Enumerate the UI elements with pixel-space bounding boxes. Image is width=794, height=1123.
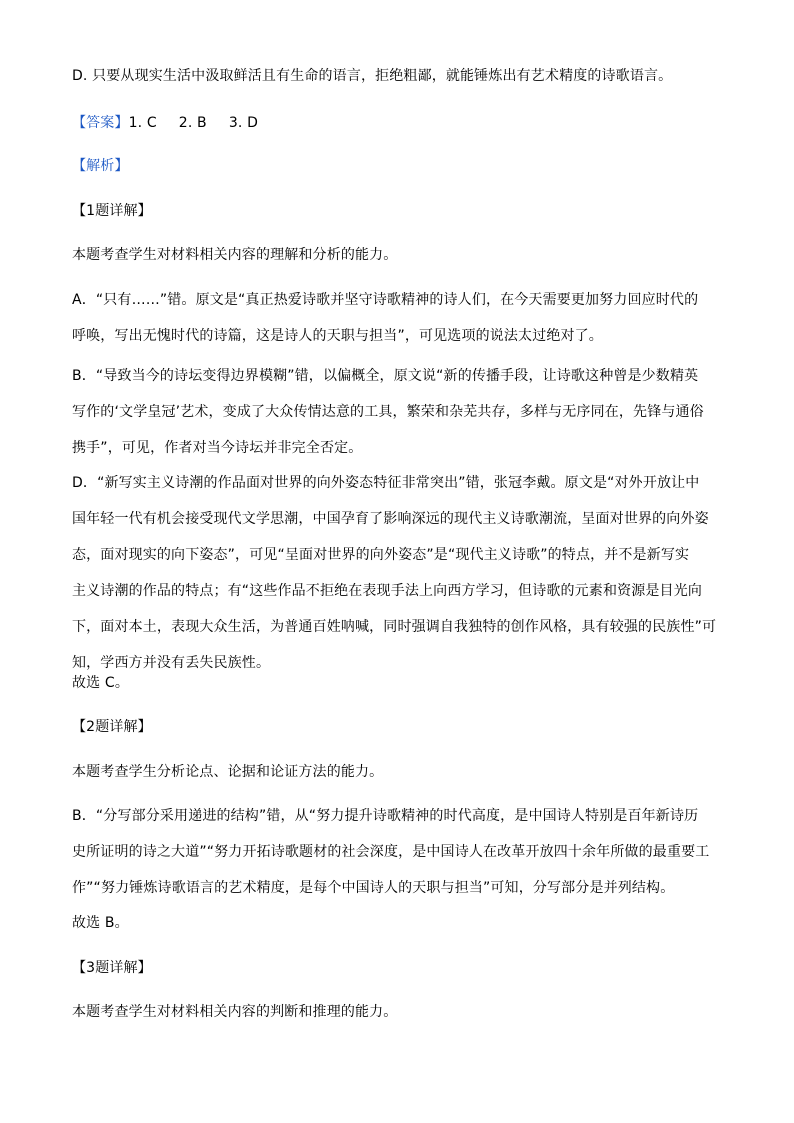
option-d-statement: D. 只要从现实生活中汲取鲜活且有生命的语言，拒绝粗鄙，就能锤炼出有艺术精度的诗歌语言。 (72, 68, 673, 84)
q1-option-b-line: 写作的‘文学皇冠’艺术，变成了大众传情达意的工具，繁荣和杂芜共存，多样与无序同在，先锋与通俗 (72, 404, 704, 420)
q1-intro: 本题考查学生对材料相关内容的理解和分析的能力。 (72, 247, 398, 263)
q1-option-a-line: 呼唤，写出无愧时代的诗篇，这是诗人的天职与担当”，可见选项的说法太过绝对了。 (72, 328, 603, 344)
q1-option-d-line: 下，面对本土，表现大众生活，为普通百姓呐喊，同时强调自我独特的创作风格，具有较强的民族性”可 (72, 619, 717, 635)
q1-option-d-line: 态，面对现实的向下姿态”，可见“呈面对世界的向外姿态”是“现代主义诗歌”的特点，并不是新写实 (72, 547, 690, 563)
q1-option-d-line: 主义诗潮的作品的特点；有“这些作品不拒绝在表现手法上向西方学习，但诗歌的元素和资源是目光向 (72, 583, 702, 599)
q2-option-b (72, 808, 732, 896)
analysis-label: 【解析】 (72, 158, 129, 174)
q2-option-b-line: 史所证明的诗之大道”“努力开拓诗歌题材的社会深度，是中国诗人在改革开放四十余年所做的最重要工 (72, 844, 710, 860)
answer-label: 【答案】 (72, 115, 129, 131)
q1-option-b-line: B．“导致当今的诗坛变得边界模糊”错，以偏概全，原文说“新的传播手段，让诗歌这种曾是少数精英 (72, 368, 699, 384)
answer-item-2: 2. B (178, 115, 207, 131)
answer-line (72, 115, 732, 131)
q1-option-d-line: 国年轻一代有机会接受现代文学思潮，中国孕育了影响深远的现代主义诗歌潮流，呈面对世界的向外姿 (72, 511, 709, 527)
q2-option-b-line: 作”“努力锤炼诗歌语言的艺术精度，是每个中国诗人的天职与担当”可知，分写部分是并列结构。 (72, 880, 675, 896)
q3-heading: 【3题详解】 (72, 960, 152, 976)
q1-option-a (72, 292, 732, 344)
q1-conclusion: 故选 C。 (72, 675, 129, 691)
q3-intro: 本题考查学生对材料相关内容的判断和推理的能力。 (72, 1004, 398, 1020)
answer-item-1: 1. C (128, 115, 157, 131)
q2-conclusion: 故选 B。 (72, 915, 129, 931)
q1-option-d-line: D．“新写实主义诗潮的作品面对世界的向外姿态特征非常突出”错，张冠李戴。原文是“对外开放让中 (72, 475, 700, 491)
q2-heading: 【2题详解】 (72, 719, 152, 735)
q1-option-d-line: 知，学西方并没有丢失民族性。 (72, 655, 271, 671)
answer-item-3: 3. D (228, 115, 259, 131)
q1-option-a-line: A．“只有……”错。原文是“真正热爱诗歌并坚守诗歌精神的诗人们，在今天需要更加努力回应时代的 (72, 292, 699, 308)
q2-option-b-line: B．“分写部分采用递进的结构”错，从“努力提升诗歌精神的时代高度，是中国诗人特别是百年新诗历 (72, 808, 699, 824)
q1-option-b (72, 368, 732, 456)
q1-heading: 【1题详解】 (72, 203, 152, 219)
q1-option-b-line: 携手”，可见，作者对当今诗坛并非完全否定。 (72, 440, 363, 456)
q1-option-d (72, 475, 732, 671)
q2-intro: 本题考查学生分析论点、论据和论证方法的能力。 (72, 764, 384, 780)
